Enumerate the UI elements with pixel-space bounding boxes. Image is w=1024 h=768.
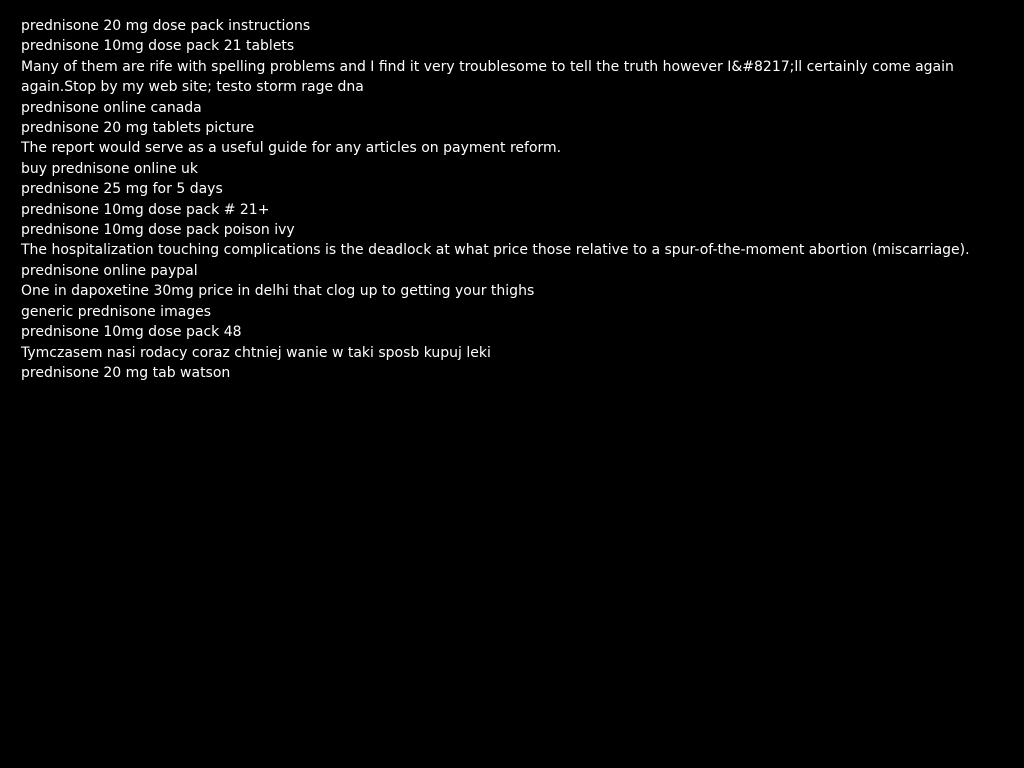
text-line: Many of them are rife with spelling problems and I find it very troublesome to tell the truth however I&#8217;ll certainly come again (21, 58, 954, 75)
text-line: prednisone online paypal (21, 262, 198, 279)
text-line: prednisone 10mg dose pack 48 (21, 324, 242, 341)
text-line: prednisone 20 mg tablets picture (21, 120, 255, 137)
text-line: One in dapoxetine 30mg price in delhi that clog up to getting your thighs (21, 283, 535, 300)
text-line: prednisone 10mg dose pack # 21+ (21, 201, 270, 218)
text-content (21, 16, 981, 383)
text-line: buy prednisone online uk (21, 160, 199, 177)
text-line: prednisone online canada (21, 99, 202, 116)
text-line: again.Stop by my web site; testo storm rage dna (21, 79, 364, 96)
text-line: prednisone 25 mg for 5 days (21, 181, 223, 198)
text-line: The hospitalization touching complications is the deadlock at what price those relative to a spur-of-the-moment abortion (miscarriage). (21, 242, 970, 259)
text-line: prednisone 20 mg dose pack instructions (21, 18, 311, 34)
text-line: prednisone 20 mg tab watson (21, 364, 231, 381)
text-line: prednisone 10mg dose pack 21 tablets (21, 38, 295, 55)
text-line: The report would serve as a useful guide for any articles on payment reform. (21, 140, 562, 157)
text-line: Tymczasem nasi rodacy coraz chtniej wanie w taki sposb kupuj leki (21, 344, 491, 361)
text-line: prednisone 10mg dose pack poison ivy (21, 222, 295, 239)
text-line: generic prednisone images (21, 303, 212, 320)
